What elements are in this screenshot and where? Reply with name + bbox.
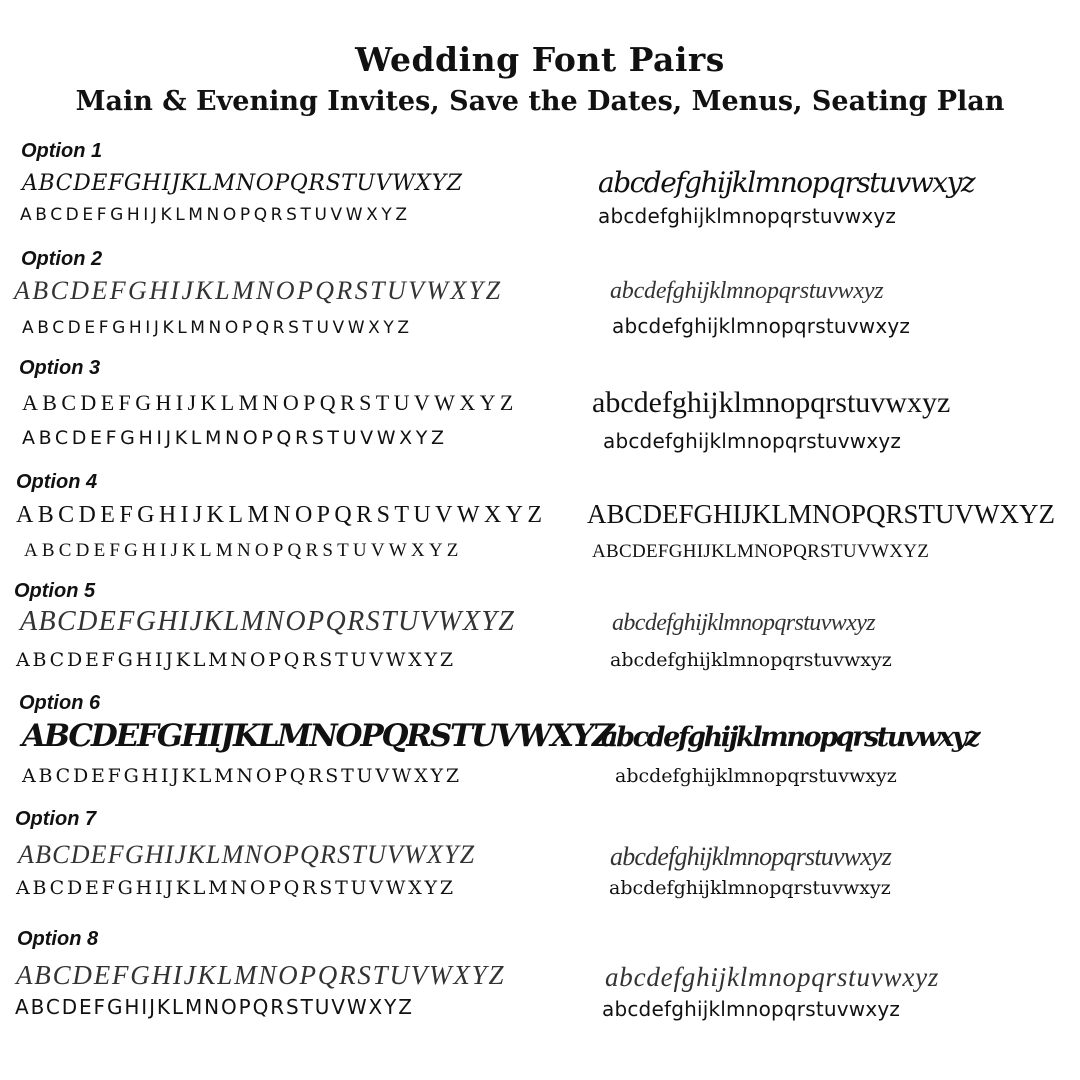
option-1-lowercase-plain: abcdefghijklmnopqrstuvwxyz xyxy=(598,204,897,228)
page-subtitle: Main & Evening Invites, Save the Dates, Menus, Seating Plan xyxy=(75,86,1005,117)
option-6-label: Option 6 xyxy=(19,692,101,714)
option-7-lowercase-script: abcdefghijklmnopqrstuvwxyz xyxy=(610,842,892,871)
option-4-uppercase-script: ABCDEFGHIJKLMNOPQRSTUVWXYZ xyxy=(16,502,547,528)
option-6-uppercase-plain: ABCDEFGHIJKLMNOPQRSTUVWXYZ xyxy=(22,765,462,787)
option-8-lowercase-script: abcdefghijklmnopqrstuvwxyz xyxy=(605,962,940,992)
option-3-uppercase-plain: ABCDEFGHIJKLMNOPQRSTUVWXYZ xyxy=(22,427,448,449)
option-2-lowercase-script: abcdefghijklmnopqrstuvwxyz xyxy=(610,278,884,304)
option-8-uppercase-plain: ABCDEFGHIJKLMNOPQRSTUVWXYZ xyxy=(15,995,414,1019)
option-1-label: Option 1 xyxy=(21,140,103,162)
option-3-lowercase-script: abcdefghijklmnopqrstuvwxyz xyxy=(592,386,951,419)
option-1-uppercase-script: ABCDEFGHIJKLMNOPQRSTUVWXYZ xyxy=(22,171,463,196)
option-6-uppercase-script: ABCDEFGHIJKLMNOPQRSTUVWXYZ xyxy=(22,718,613,754)
option-2-label: Option 2 xyxy=(21,248,103,270)
option-8-lowercase-plain: abcdefghijklmnopqrstuvwxyz xyxy=(602,997,901,1021)
option-1-uppercase-plain: ABCDEFGHIJKLMNOPQRSTUVWXYZ xyxy=(20,205,411,225)
option-7-uppercase-plain: ABCDEFGHIJKLMNOPQRSTUVWXYZ xyxy=(16,877,456,899)
option-4-lowercase-plain: ABCDEFGHIJKLMNOPQRSTUVWXYZ xyxy=(592,541,930,562)
option-5-uppercase-plain: ABCDEFGHIJKLMNOPQRSTUVWXYZ xyxy=(16,649,456,671)
option-6-lowercase-script: abcdefghijklmnopqrstuvwxyz xyxy=(601,722,979,753)
option-8-label: Option 8 xyxy=(17,928,99,950)
option-7-lowercase-plain: abcdefghijklmnopqrstuvwxyz xyxy=(609,877,891,899)
option-5-lowercase-script: abcdefghijklmnopqrstuvwxyz xyxy=(612,610,876,636)
option-5-lowercase-plain: abcdefghijklmnopqrstuvwxyz xyxy=(610,649,892,671)
option-2-uppercase-script: ABCDEFGHIJKLMNOPQRSTUVWXYZ xyxy=(14,276,503,305)
option-7-label: Option 7 xyxy=(15,808,97,830)
option-5-uppercase-script: ABCDEFGHIJKLMNOPQRSTUVWXYZ xyxy=(20,606,516,637)
option-3-label: Option 3 xyxy=(19,357,101,379)
option-2-lowercase-plain: abcdefghijklmnopqrstuvwxyz xyxy=(612,314,911,338)
page-title: Wedding Font Pairs xyxy=(355,40,725,79)
option-2-uppercase-plain: ABCDEFGHIJKLMNOPQRSTUVWXYZ xyxy=(22,318,413,338)
option-7-uppercase-script: ABCDEFGHIJKLMNOPQRSTUVWXYZ xyxy=(18,840,476,869)
option-5-label: Option 5 xyxy=(14,580,96,602)
option-3-uppercase-script: ABCDEFGHIJKLMNOPQRSTUVWXYZ xyxy=(22,390,518,415)
option-6-lowercase-plain: abcdefghijklmnopqrstuvwxyz xyxy=(615,765,897,787)
option-4-label: Option 4 xyxy=(16,471,98,493)
option-4-lowercase-script: ABCDEFGHIJKLMNOPQRSTUVWXYZ xyxy=(587,499,1056,529)
option-1-lowercase-script: abcdefghijklmnopqrstuvwxyz xyxy=(598,166,975,199)
option-3-lowercase-plain: abcdefghijklmnopqrstuvwxyz xyxy=(603,429,902,453)
option-4-uppercase-plain: ABCDEFGHIJKLMNOPQRSTUVWXYZ xyxy=(24,540,463,561)
option-8-uppercase-script: ABCDEFGHIJKLMNOPQRSTUVWXYZ xyxy=(16,960,506,990)
